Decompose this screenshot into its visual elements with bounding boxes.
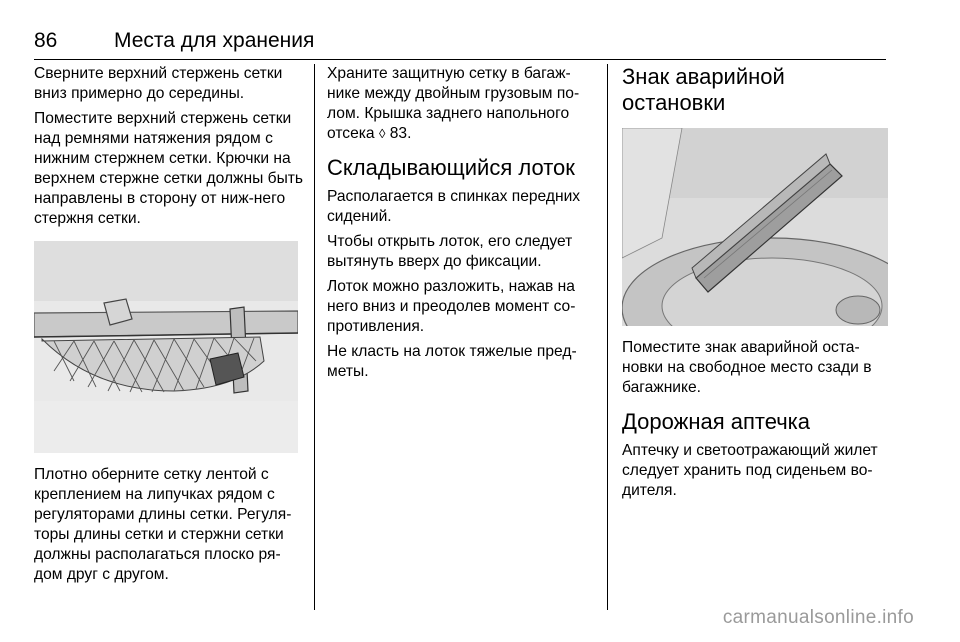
paragraph-place-bar: Поместите верхний стержень сетки над ремнями натяжения рядом с нижним стержнем сетки. Крючки на верхнем стержне сетки должны быть направлены в сторону от ниж-него стержня сетки.	[34, 110, 304, 227]
page-header	[34, 29, 886, 60]
column-divider-1	[314, 64, 315, 610]
page-number: 86	[34, 29, 58, 52]
column-2	[327, 64, 597, 387]
paragraph-store-net	[327, 64, 597, 144]
watermark: carmanualsonline.info	[722, 607, 914, 628]
column-1	[34, 64, 304, 590]
column-3	[622, 64, 888, 506]
paragraph-fold-bar: Сверните верхний стержень сетки вниз примерно до середины.	[34, 65, 283, 102]
heading-first-aid-kit: Дорожная аптечка	[622, 409, 811, 434]
column-divider-2	[607, 64, 608, 610]
paragraph-tray-unfold: Лоток можно разложить, нажав на него вниз и преодолев момент со-противления.	[327, 278, 576, 335]
cargo-net-illustration	[34, 241, 298, 453]
page-reference-link[interactable]: 83.	[389, 125, 412, 142]
paragraph-wrap-strap: Плотно оберните сетку лентой с креплением на липучках рядом с регуляторами длины сетки. Регуля-торы длины сетки и стержни сетки должны располагаться плоско ря-дом друг с другом.	[34, 466, 292, 583]
page-title: Места для хранения	[114, 29, 315, 52]
paragraph-triangle-placement: Поместите знак аварийной оста-новки на свободное место сзади в багажнике.	[622, 339, 872, 396]
paragraph-first-aid-placement: Аптечку и светоотражающий жилет следует хранить под сиденьем во-дителя.	[622, 442, 878, 499]
warning-triangle-illustration	[622, 128, 888, 326]
heading-folding-tray: Складывающийся лоток	[327, 155, 575, 180]
paragraph-tray-open: Чтобы открыть лоток, его следует вытянуть вверх до фиксации.	[327, 233, 573, 270]
paragraph-tray-warning: Не класть на лоток тяжелые пред-меты.	[327, 343, 577, 380]
heading-warning-triangle: Знак аварийной остановки	[622, 64, 785, 115]
paragraph-tray-location: Располагается в спинках передних сидений.	[327, 188, 581, 225]
store-net-text: Храните защитную сетку в багаж-нике между двойным грузовым по-лом. Крышка заднего напольного отсека	[327, 65, 580, 142]
page-reference-arrow-icon: ◊	[378, 126, 386, 141]
